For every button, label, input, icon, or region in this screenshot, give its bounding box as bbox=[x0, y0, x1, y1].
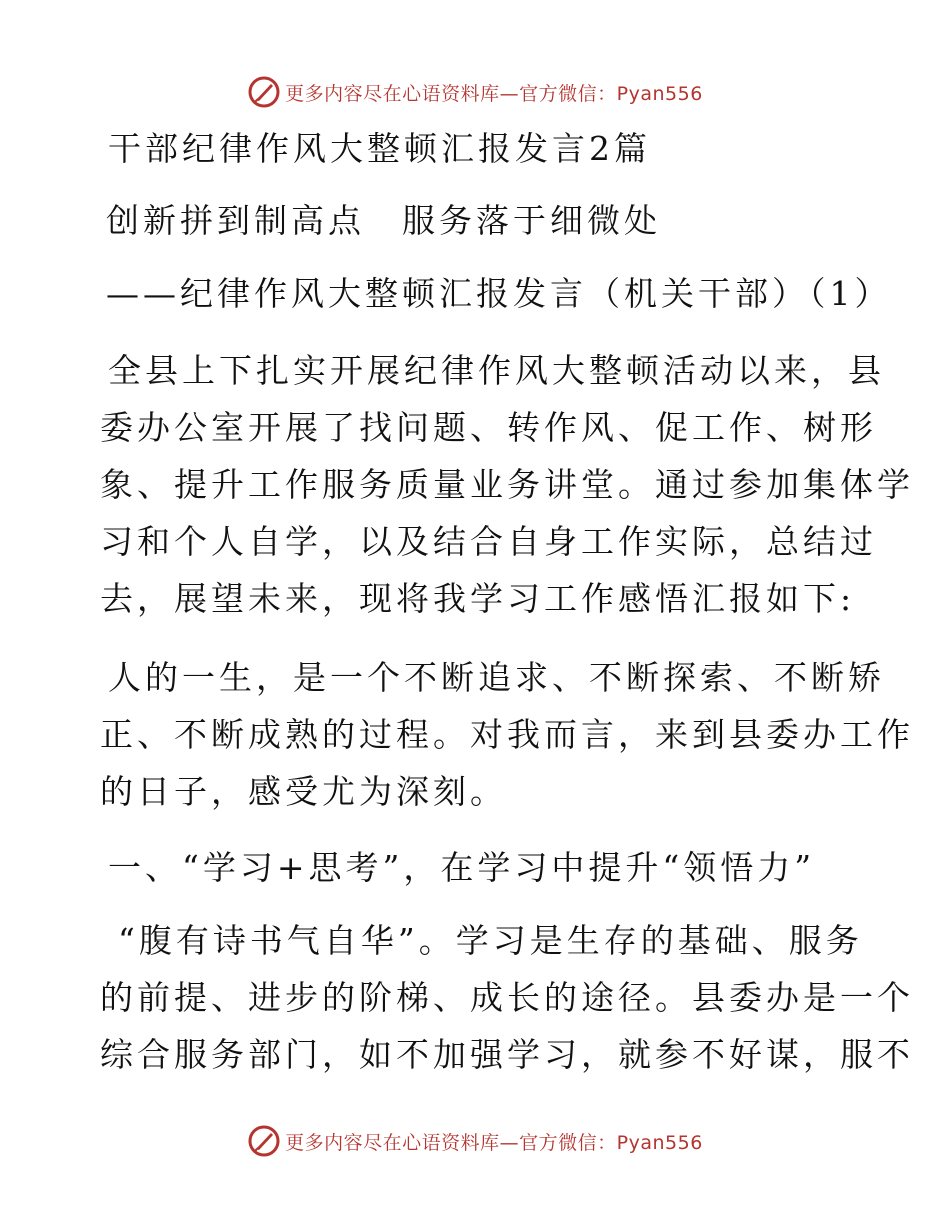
paragraph-line: 人的一生，是一个不断追求、不断探索、不断矫 bbox=[108, 658, 885, 697]
header-watermark bbox=[0, 72, 950, 112]
paragraph-line: 委办公室开展了找问题、转作风、促工作、树形 bbox=[100, 408, 877, 447]
paragraph-line: “腹有诗书气自华”。学习是生存的基础、服务 bbox=[118, 921, 863, 960]
paragraph-line: 习和个人自学，以及结合自身工作实际，总结过 bbox=[100, 522, 877, 561]
document-title: 干部纪律作风大整顿汇报发言2篇 bbox=[108, 129, 651, 168]
paragraph-line: 去，展望未来，现将我学习工作感悟汇报如下: bbox=[100, 579, 856, 618]
section-heading: 一、“学习+思考”，在学习中提升“领悟力” bbox=[108, 848, 816, 887]
paragraph-line: 正、不断成熟的过程。对我而言，来到县委办工作 bbox=[100, 715, 914, 754]
document-byline: ——纪律作风大整顿汇报发言（机关干部）（1） bbox=[106, 274, 892, 313]
paragraph-line: 全县上下扎实开展纪律作风大整顿活动以来，县 bbox=[108, 351, 885, 390]
paragraph-line: 的前提、进步的阶梯、成长的途径。县委办是一个 bbox=[100, 978, 914, 1017]
quill-seal-icon bbox=[247, 75, 281, 109]
document-subtitle: 创新拼到制高点 服务落于细微处 bbox=[106, 201, 661, 240]
watermark-text: 更多内容尽在心语资料库—官方微信：Pyan556 bbox=[285, 82, 703, 105]
quill-seal-icon bbox=[247, 1124, 281, 1158]
paragraph-line: 象、提升工作服务质量业务讲堂。通过参加集体学 bbox=[100, 465, 914, 504]
watermark-text: 更多内容尽在心语资料库—官方微信：Pyan556 bbox=[285, 1131, 703, 1154]
footer-watermark bbox=[0, 1121, 950, 1161]
paragraph-line: 的日子，感受尤为深刻。 bbox=[100, 772, 507, 811]
paragraph-line: 综合服务部门，如不加强学习，就参不好谋，服不 bbox=[100, 1035, 914, 1074]
